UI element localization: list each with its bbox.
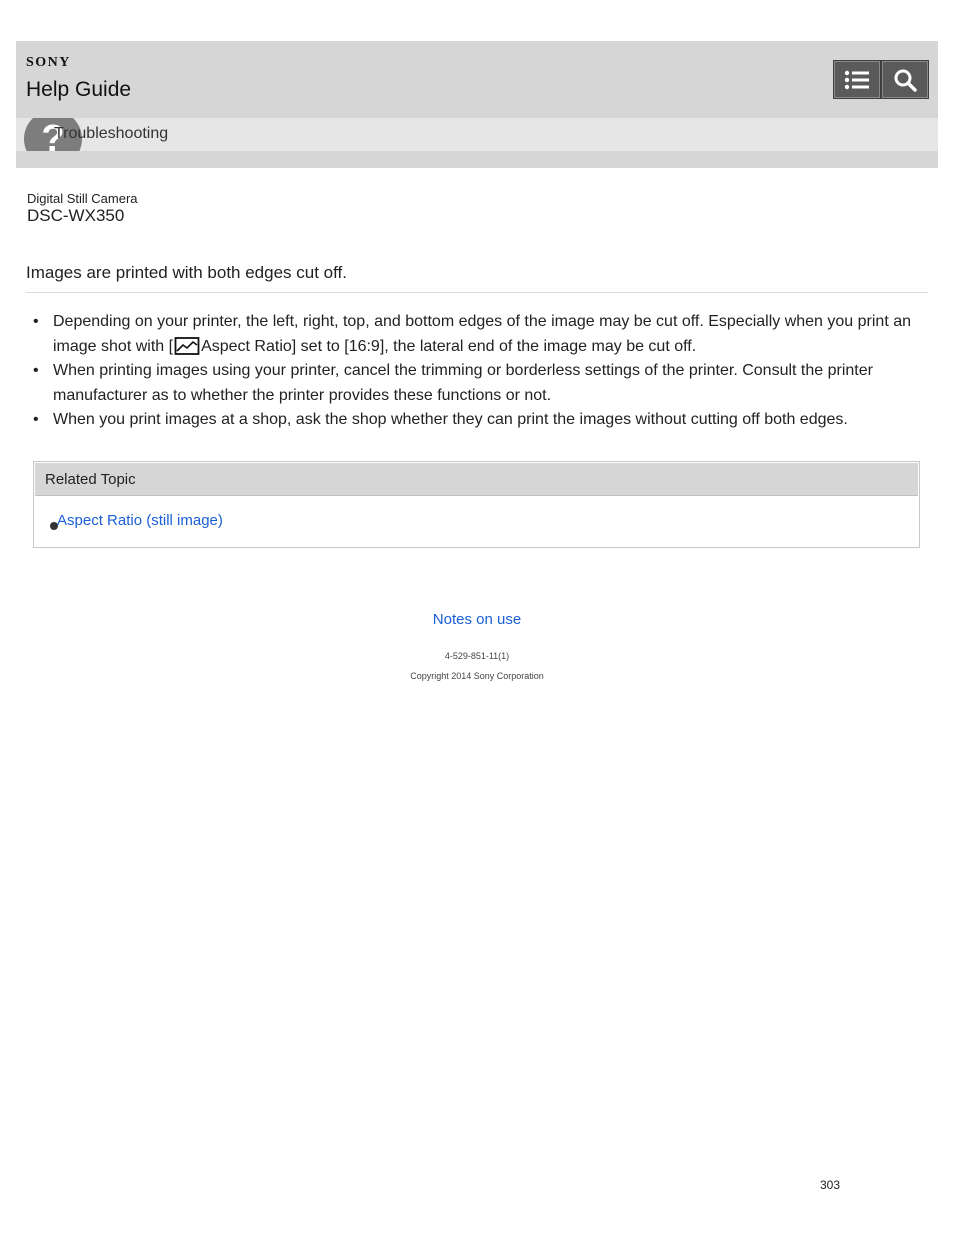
footer-notes — [0, 611, 954, 628]
question-icon: ? — [24, 118, 82, 151]
contents-list-button[interactable] — [833, 60, 881, 99]
bullet-icon: • — [33, 411, 39, 428]
sony-logo: SONY — [26, 55, 71, 70]
related-link-item — [50, 512, 223, 529]
product-model: DSC-WX350 — [27, 206, 125, 225]
search-button[interactable] — [881, 60, 929, 99]
list-item: • When you print images at a shop, ask the shop whether they can print the images without cutting off both edges. — [31, 408, 916, 433]
divider — [26, 292, 928, 293]
page-title: Images are printed with both edges cut off. — [26, 263, 347, 282]
search-icon — [893, 68, 917, 92]
list-icon — [844, 69, 870, 91]
related-topic-header — [35, 463, 918, 496]
aspect-ratio-icon — [174, 336, 200, 356]
aspect-ratio-link[interactable]: Aspect Ratio (still image) — [57, 512, 223, 529]
notes-on-use-link[interactable]: Notes on use — [432, 611, 522, 628]
breadcrumb-troubleshooting[interactable]: Troubleshooting — [54, 125, 169, 142]
related-topic-heading: Related Topic — [45, 471, 136, 488]
bullet-icon: • — [33, 313, 39, 330]
bullet-icon: • — [33, 362, 39, 379]
document-code: 4-529-851-11(1) — [444, 651, 510, 661]
related-topic-box — [33, 461, 920, 548]
breadcrumb — [16, 118, 938, 151]
copyright-text: Copyright 2014 Sony Corporation — [410, 671, 544, 681]
product-category: Digital Still Camera — [27, 191, 138, 206]
help-guide-title: Help Guide — [26, 78, 132, 101]
bullet-list — [31, 310, 916, 433]
page-number: 303 — [820, 1178, 841, 1192]
list-item: • Depending on your printer, the left, right, top, and bottom edges of the image may be cut off. Especially when you print an image shot with [ Aspect Ratio] set to [16:9], the lateral end of the image may be cut off. — [31, 310, 916, 359]
site-header — [16, 41, 938, 168]
list-item: • When printing images using your printer, cancel the trimming or borderless settings of the printer. Consult the printer manufacturer as to whether the printer provides these functions or not. — [31, 359, 916, 408]
